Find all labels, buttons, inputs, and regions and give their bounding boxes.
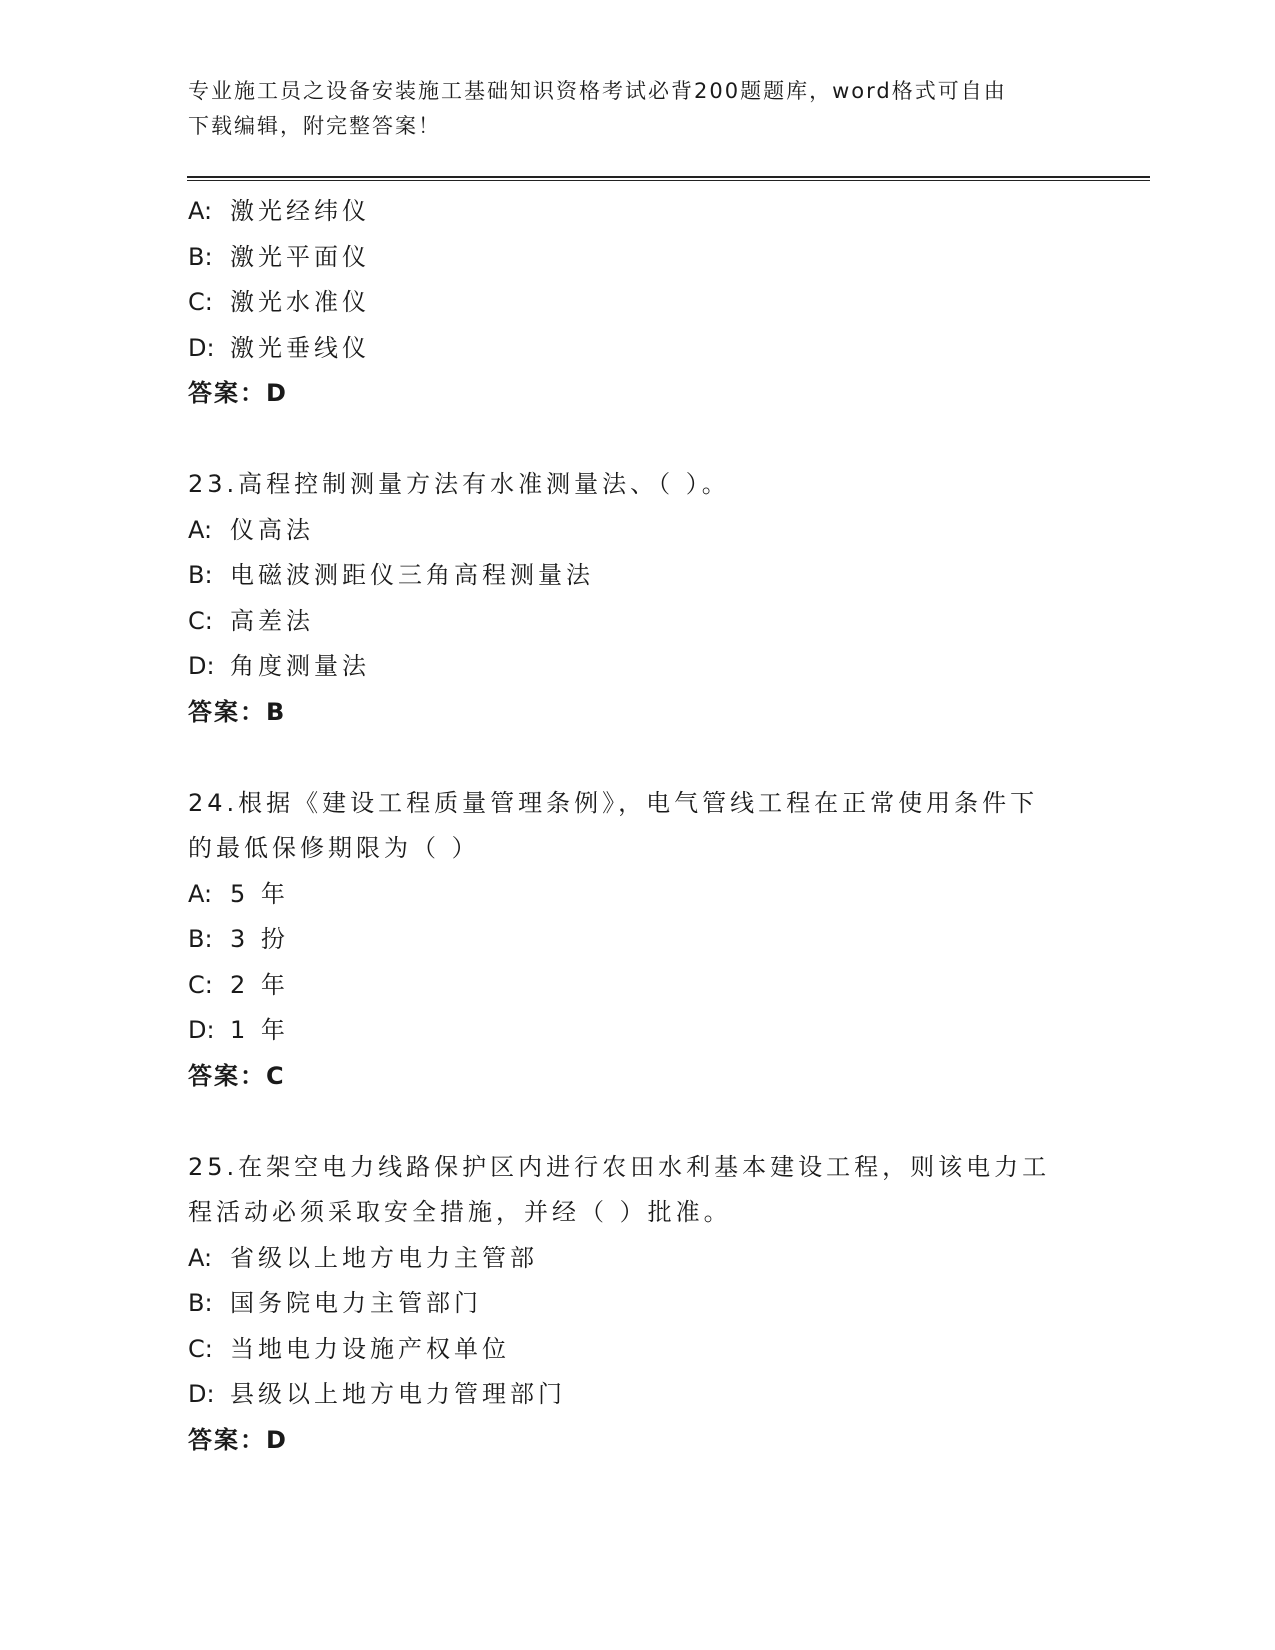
answer-line: 答案：C (188, 1061, 286, 1090)
document-header (188, 74, 1088, 144)
option-a: A: 5 年 (188, 879, 289, 908)
question-stem: 24.根据《建设工程质量管理条例》，电气管线工程在正常使用条件下 (188, 788, 1039, 817)
header-line-2: 下载编辑，附完整答案！ (188, 114, 441, 138)
option-c: C: 激光水准仪 (188, 288, 370, 316)
option-d: D: 激光垂线仪 (188, 333, 370, 362)
option-d: D: 角度测量法 (188, 652, 370, 680)
answer-line: 答案：B (188, 697, 287, 726)
option-b: B: 3 扮 (188, 925, 289, 953)
question-block (188, 781, 1088, 1100)
option-a: A: 激光经纬仪 (188, 197, 370, 225)
option-b: B: 电磁波测距仪三角高程测量法 (188, 561, 594, 589)
option-a: A: 省级以上地方电力主管部 (188, 1243, 538, 1272)
question-block (188, 1145, 1088, 1464)
question-stem: 23.高程控制测量方法有水准测量法、（ ）。 (188, 470, 730, 498)
option-c: C: 2 年 (188, 970, 289, 999)
question-block (188, 462, 1088, 735)
answer-line: 答案：D (188, 1425, 288, 1454)
option-a: A: 仪高法 (188, 515, 314, 544)
answer-line: 答案：D (188, 379, 288, 407)
option-b: B: 激光平面仪 (188, 242, 370, 271)
question-stem: 程活动必须采取安全措施，并经（ ）批准。 (188, 1198, 732, 1226)
option-c: C: 当地电力设施产权单位 (188, 1334, 510, 1363)
option-c: C: 高差法 (188, 606, 314, 635)
question-stem: 25.在架空电力线路保护区内进行农田水利基本建设工程，则该电力工 (188, 1152, 1051, 1181)
option-d: D: 1 年 (188, 1016, 289, 1044)
question-stem: 的最低保修期限为（ ） (188, 834, 480, 862)
header-line-1: 专业施工员之设备安装施工基础知识资格考试必背200题题库，word格式可自由 (188, 79, 1007, 103)
question-block (188, 189, 1088, 417)
header-divider (187, 176, 1150, 181)
option-d: D: 县级以上地方电力管理部门 (188, 1380, 566, 1408)
option-b: B: 国务院电力主管部门 (188, 1289, 482, 1317)
question-list (188, 189, 1088, 1463)
